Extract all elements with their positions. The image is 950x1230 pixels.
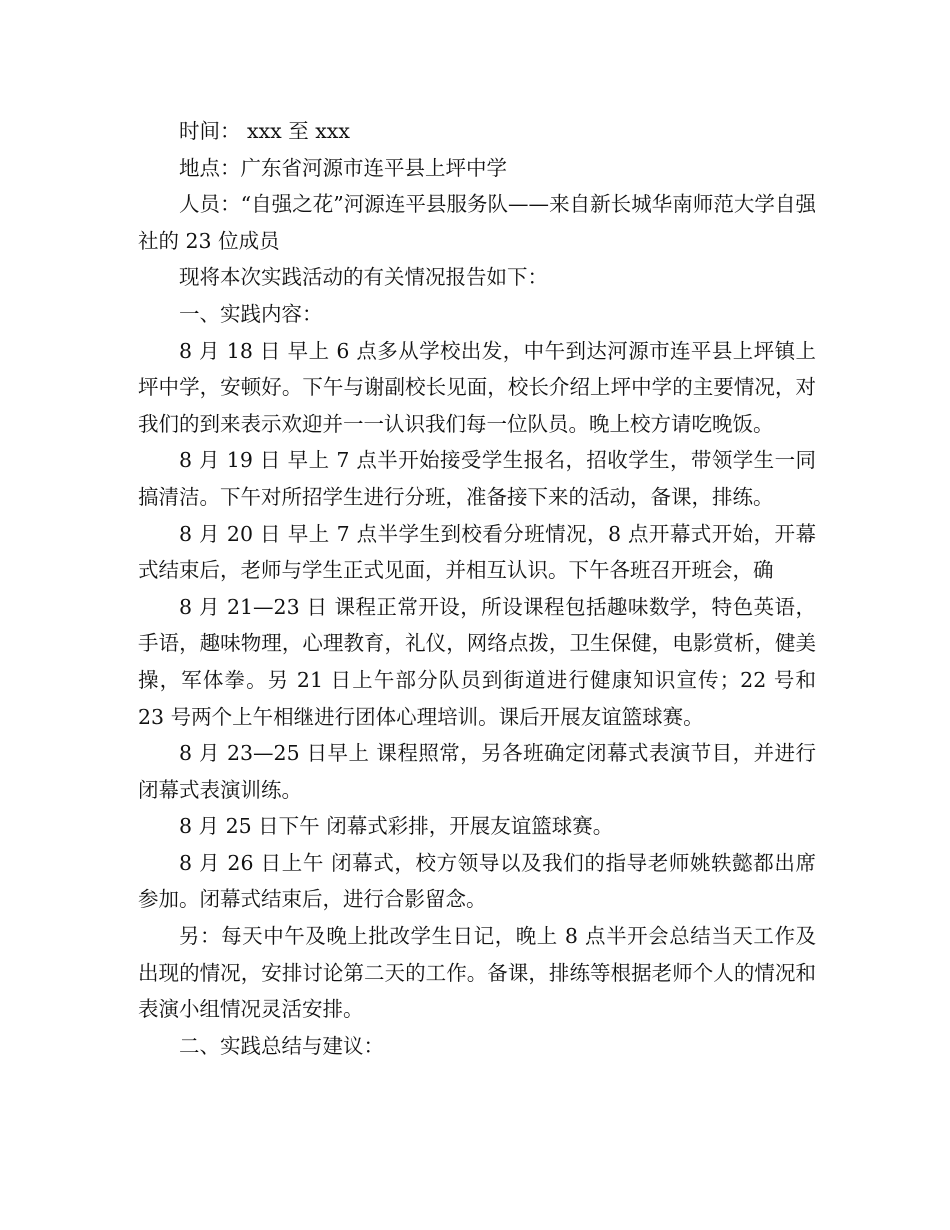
location-line: 地点：广东省河源市连平县上坪中学 [179,155,507,180]
personnel-line: 人员：“自强之花”河源连平县服务队——来自新长城华南师范大学自强社的 23 位成员 [138,192,816,253]
paragraph-aug-18: 8 月 18 日 早上 6 点多从学校出发，中午到达河源市连平县上坪镇上坪中学，安顿好。下午与谢副校长见面，校长介绍上坪中学的主要情况，对我们的到来表示欢迎并一一认识我们每一位队员。晚上校方请吃晚饭。 [138,338,816,436]
report-intro: 现将本次实践活动的有关情况报告如下： [179,265,548,290]
time-line: 时间： xxx 至 xxx [179,119,350,143]
section-heading-content: 一、实践内容： [179,301,323,326]
paragraph-aug-19: 8 月 19 日 早上 7 点半开始接受学生报名，招收学生，带领学生一同搞清洁。下午对所招学生进行分班，准备接下来的活动，备课，排练。 [138,448,816,509]
document-body [138,113,816,1064]
section-heading-summary: 二、实践总结与建议： [179,1033,384,1058]
paragraph-aug-21-23: 8 月 21—23 日 课程正常开设，所设课程包括趣味数学，特色英语，手语，趣味物理，心理教育，礼仪，网络点拨，卫生保健，电影赏析，健美操，军体拳。另 21 日上午部分队员到街道进行健康知识宣传；22 号和 23 号两个上午相继进行团体心理培训。课后开展友谊篮球赛。 [138,594,816,729]
paragraph-daily-notes: 另：每天中午及晚上批改学生日记，晚上 8 点半开会总结当天工作及出现的情况，安排讨论第二天的工作。备课，排练等根据老师个人的情况和表演小组情况灵活安排。 [138,924,816,1022]
paragraph-aug-23-25: 8 月 23—25 日早上 课程照常，另各班确定闭幕式表演节目，并进行闭幕式表演训练。 [138,741,816,802]
paragraph-aug-20: 8 月 20 日 早上 7 点半学生到校看分班情况，8 点开幕式开始，开幕式结束后，老师与学生正式见面，并相互认识。下午各班召开班会，确 [138,521,816,583]
paragraph-aug-25: 8 月 25 日下午 闭幕式彩排，开展友谊篮球赛。 [179,814,614,839]
paragraph-aug-26: 8 月 26 日上午 闭幕式，校方领导以及我们的指导老师姚轶懿都出席参加。闭幕式结束后，进行合影留念。 [138,850,816,912]
